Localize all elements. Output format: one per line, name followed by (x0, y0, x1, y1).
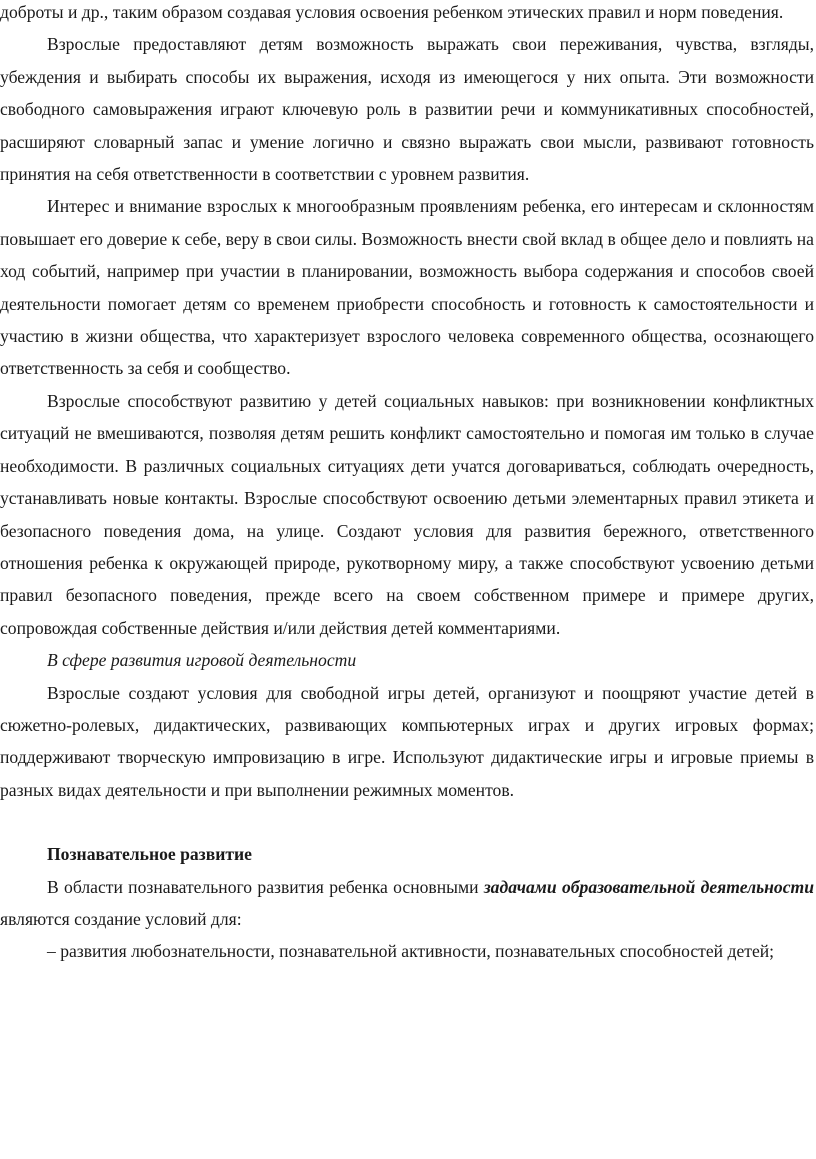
cognitive-tasks-emphasis: задачами образовательной деятельности (483, 876, 814, 897)
section-heading-cognitive: Познавательное развитие (47, 844, 252, 865)
cognitive-tasks-lead: В области познавательного развития ребенка основными (47, 876, 484, 897)
paragraph-self-expression: Взрослые предоставляют детям возможность выражать свои переживания, чувства, взгляды, убеждения и выбирать способы их выражения, исходя из имеющегося у них опыта. Эти возможности свободного самовыражения играют ключевую роль в развитии речи и коммуникативных способностей, расширяют словарный запас и умение логично и связно выражать свои мысли, развивают готовность принятия на себя ответственности в соответствии с уровнем развития. (0, 34, 814, 185)
paragraph-cognitive-tasks (0, 871, 814, 936)
paragraph-social-skills: Взрослые способствуют развитию у детей социальных навыков: при возникновении конфликтных ситуаций не вмешиваются, позволяя детям решить конфликт самостоятельно и помогая им только в случае необходимости. В различных социальных ситуациях дети учатся договариваться, соблюдать очередность, устанавливать новые контакты. Взрослые способствуют освоению детьми элементарных правил этикета и безопасного поведения дома, на улице. Создают условия для развития бережного, ответственного отношения ребенка к окружающей природе, рукотворному миру, а также способствуют усвоению детьми правил безопасного поведения, прежде всего на своем собственном примере и примере других, сопровождая собственные действия и/или действия детей комментариями. (0, 390, 814, 638)
paragraph-adult-interest: Интерес и внимание взрослых к многообразным проявлениям ребенка, его интересам и склонностям повышает его доверие к себе, веру в свои силы. Возможность внести свой вклад в общее дело и повлиять на ход событий, например при участии в планировании, возможность выбора содержания и способов своей деятельности помогает детям со временем приобрести способность и готовность к самостоятельности и участию в жизни общества, что характеризует взрослого человека современного общества, осознающего ответственность за себя и сообщество. (0, 196, 814, 379)
cognitive-tasks-tail: являются создание условий для: (0, 908, 242, 929)
subheading-game-activity: В сфере развития игровой деятельности (47, 650, 357, 671)
section-gap (0, 806, 814, 838)
paragraph-continuation: доброты и др., таким образом создавая условия освоения ребенком этических правил и норм поведения. (0, 2, 784, 22)
list-item-curiosity: – развития любознательности, познавательной активности, познавательных способностей детей; (47, 941, 775, 962)
paragraph-game-conditions: Взрослые создают условия для свободной игры детей, организуют и поощряют участие детей в сюжетно-ролевых, дидактических, развивающих компьютерных играх и других игровых формах; поддерживают творческую импровизацию в игре. Используют дидактические игры и игровые приемы в разных видах деятельности и при выполнении режимных моментов. (0, 682, 814, 800)
